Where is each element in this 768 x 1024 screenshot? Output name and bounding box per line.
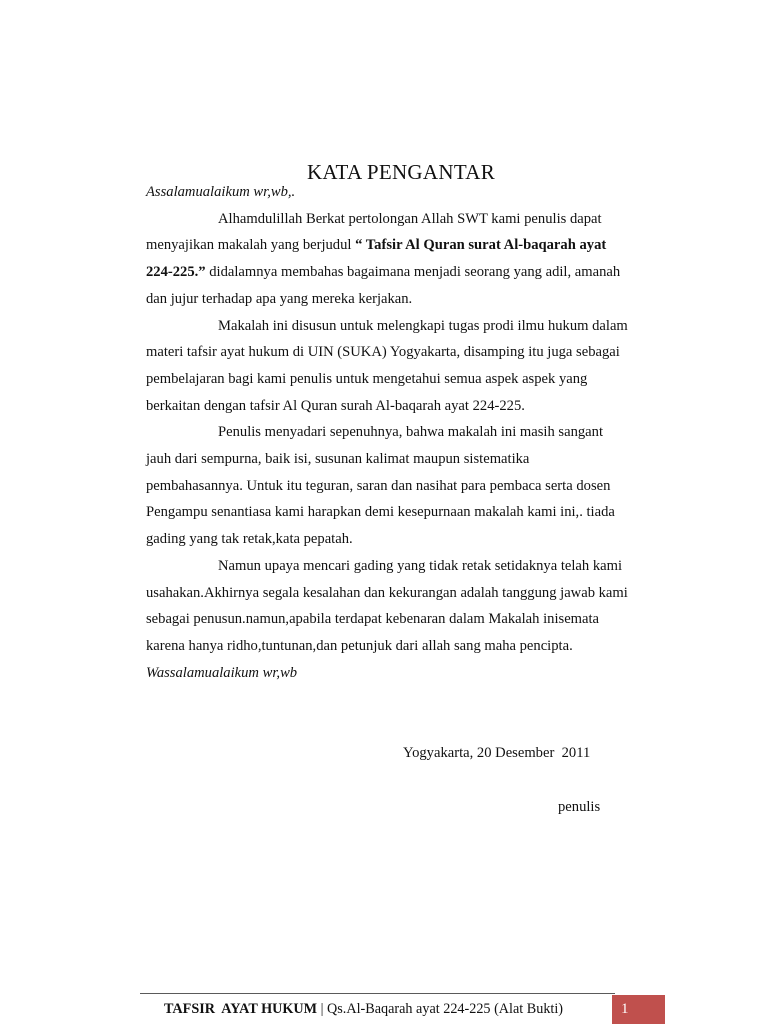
paragraph-1-line-1: Alhamdulillah Berkat pertolongan Allah SWT kami penulis dapat	[218, 210, 602, 227]
paper-title-part-2: 224-225.”	[146, 264, 206, 281]
greeting: Assalamualaikum wr,wb,.	[146, 184, 296, 200]
paragraph-2-line-2: materi tafsir ayat hukum di UIN (SUKA) Yogyakarta, disamping itu juga sebagai	[146, 344, 620, 361]
paragraph-1-line-3	[146, 259, 666, 286]
document-body	[146, 179, 666, 686]
closing-greeting: Wassalamualaikum wr,wb	[146, 664, 298, 681]
paragraph-2-line-3: pembelajaran bagi kami penulis untuk mengetahui semua aspek aspek yang	[146, 370, 588, 387]
paragraph-1-line-2	[146, 232, 666, 259]
paper-title-part-1: “ Tafsir Al Quran surat Al-baqarah ayat	[355, 237, 607, 254]
place-and-date: Yogyakarta, 20 Desember 2011	[403, 745, 591, 761]
paragraph-4-line-4: karena hanya ridho,tuntunan,dan petunjuk dari allah sang maha pencipta.	[146, 637, 573, 654]
footer	[164, 1001, 563, 1018]
paragraph-3-line-1: Penulis menyadari sepenuhnya, bahwa makalah ini masih sangant	[218, 424, 604, 441]
paragraph-2-line-1: Makalah ini disusun untuk melengkapi tugas prodi ilmu hukum dalam	[218, 317, 628, 334]
paragraph-4-line-2: usahakan.Akhirnya segala kesalahan dan kekurangan adalah tanggung jawab kami	[146, 584, 628, 601]
footer-subject: Qs.Al-Baqarah ayat 224-225 (Alat Bukti)	[327, 1001, 564, 1017]
paragraph-4-line-3: sebagai penusun.namun,apabila terdapat kebenaran dalam Makalah inisemata	[146, 611, 600, 628]
paragraph-3-line-3: pembahasannya. Untuk itu teguran, saran dan nasihat para pembaca serta dosen	[146, 477, 611, 494]
paragraph-1-line-4: dan jujur terhadap apa yang mereka kerjakan.	[146, 290, 413, 307]
footer-separator: |	[317, 1001, 328, 1017]
paragraph-1-line-3-text: didalamnya membahas bagaimana menjadi seorang yang adil, amanah	[205, 264, 621, 281]
page-number-badge: 1	[612, 995, 665, 1024]
paragraph-2-line-4: berkaitan dengan tafsir Al Quran surah Al-baqarah ayat 224-225.	[146, 397, 525, 414]
footer-course: TAFSIR AYAT HUKUM	[164, 1001, 318, 1017]
paragraph-1-line-2-text: menyajikan makalah yang berjudul	[146, 237, 356, 254]
paragraph-3-line-2: jauh dari sempurna, baik isi, susunan kalimat maupun sistematika	[146, 451, 530, 468]
author-signature: penulis	[558, 799, 601, 815]
paragraph-3-line-4: Pengampu senantiasa kami harapkan demi kesepurnaan makalah kami ini,. tiada	[146, 504, 615, 521]
page-title: KATA PENGANTAR	[306, 160, 496, 185]
footer-divider	[140, 993, 615, 994]
paragraph-4-line-1: Namun upaya mencari gading yang tidak retak setidaknya telah kami	[218, 557, 623, 574]
paragraph-3-line-5: gading yang tak retak,kata pepatah.	[146, 531, 353, 548]
